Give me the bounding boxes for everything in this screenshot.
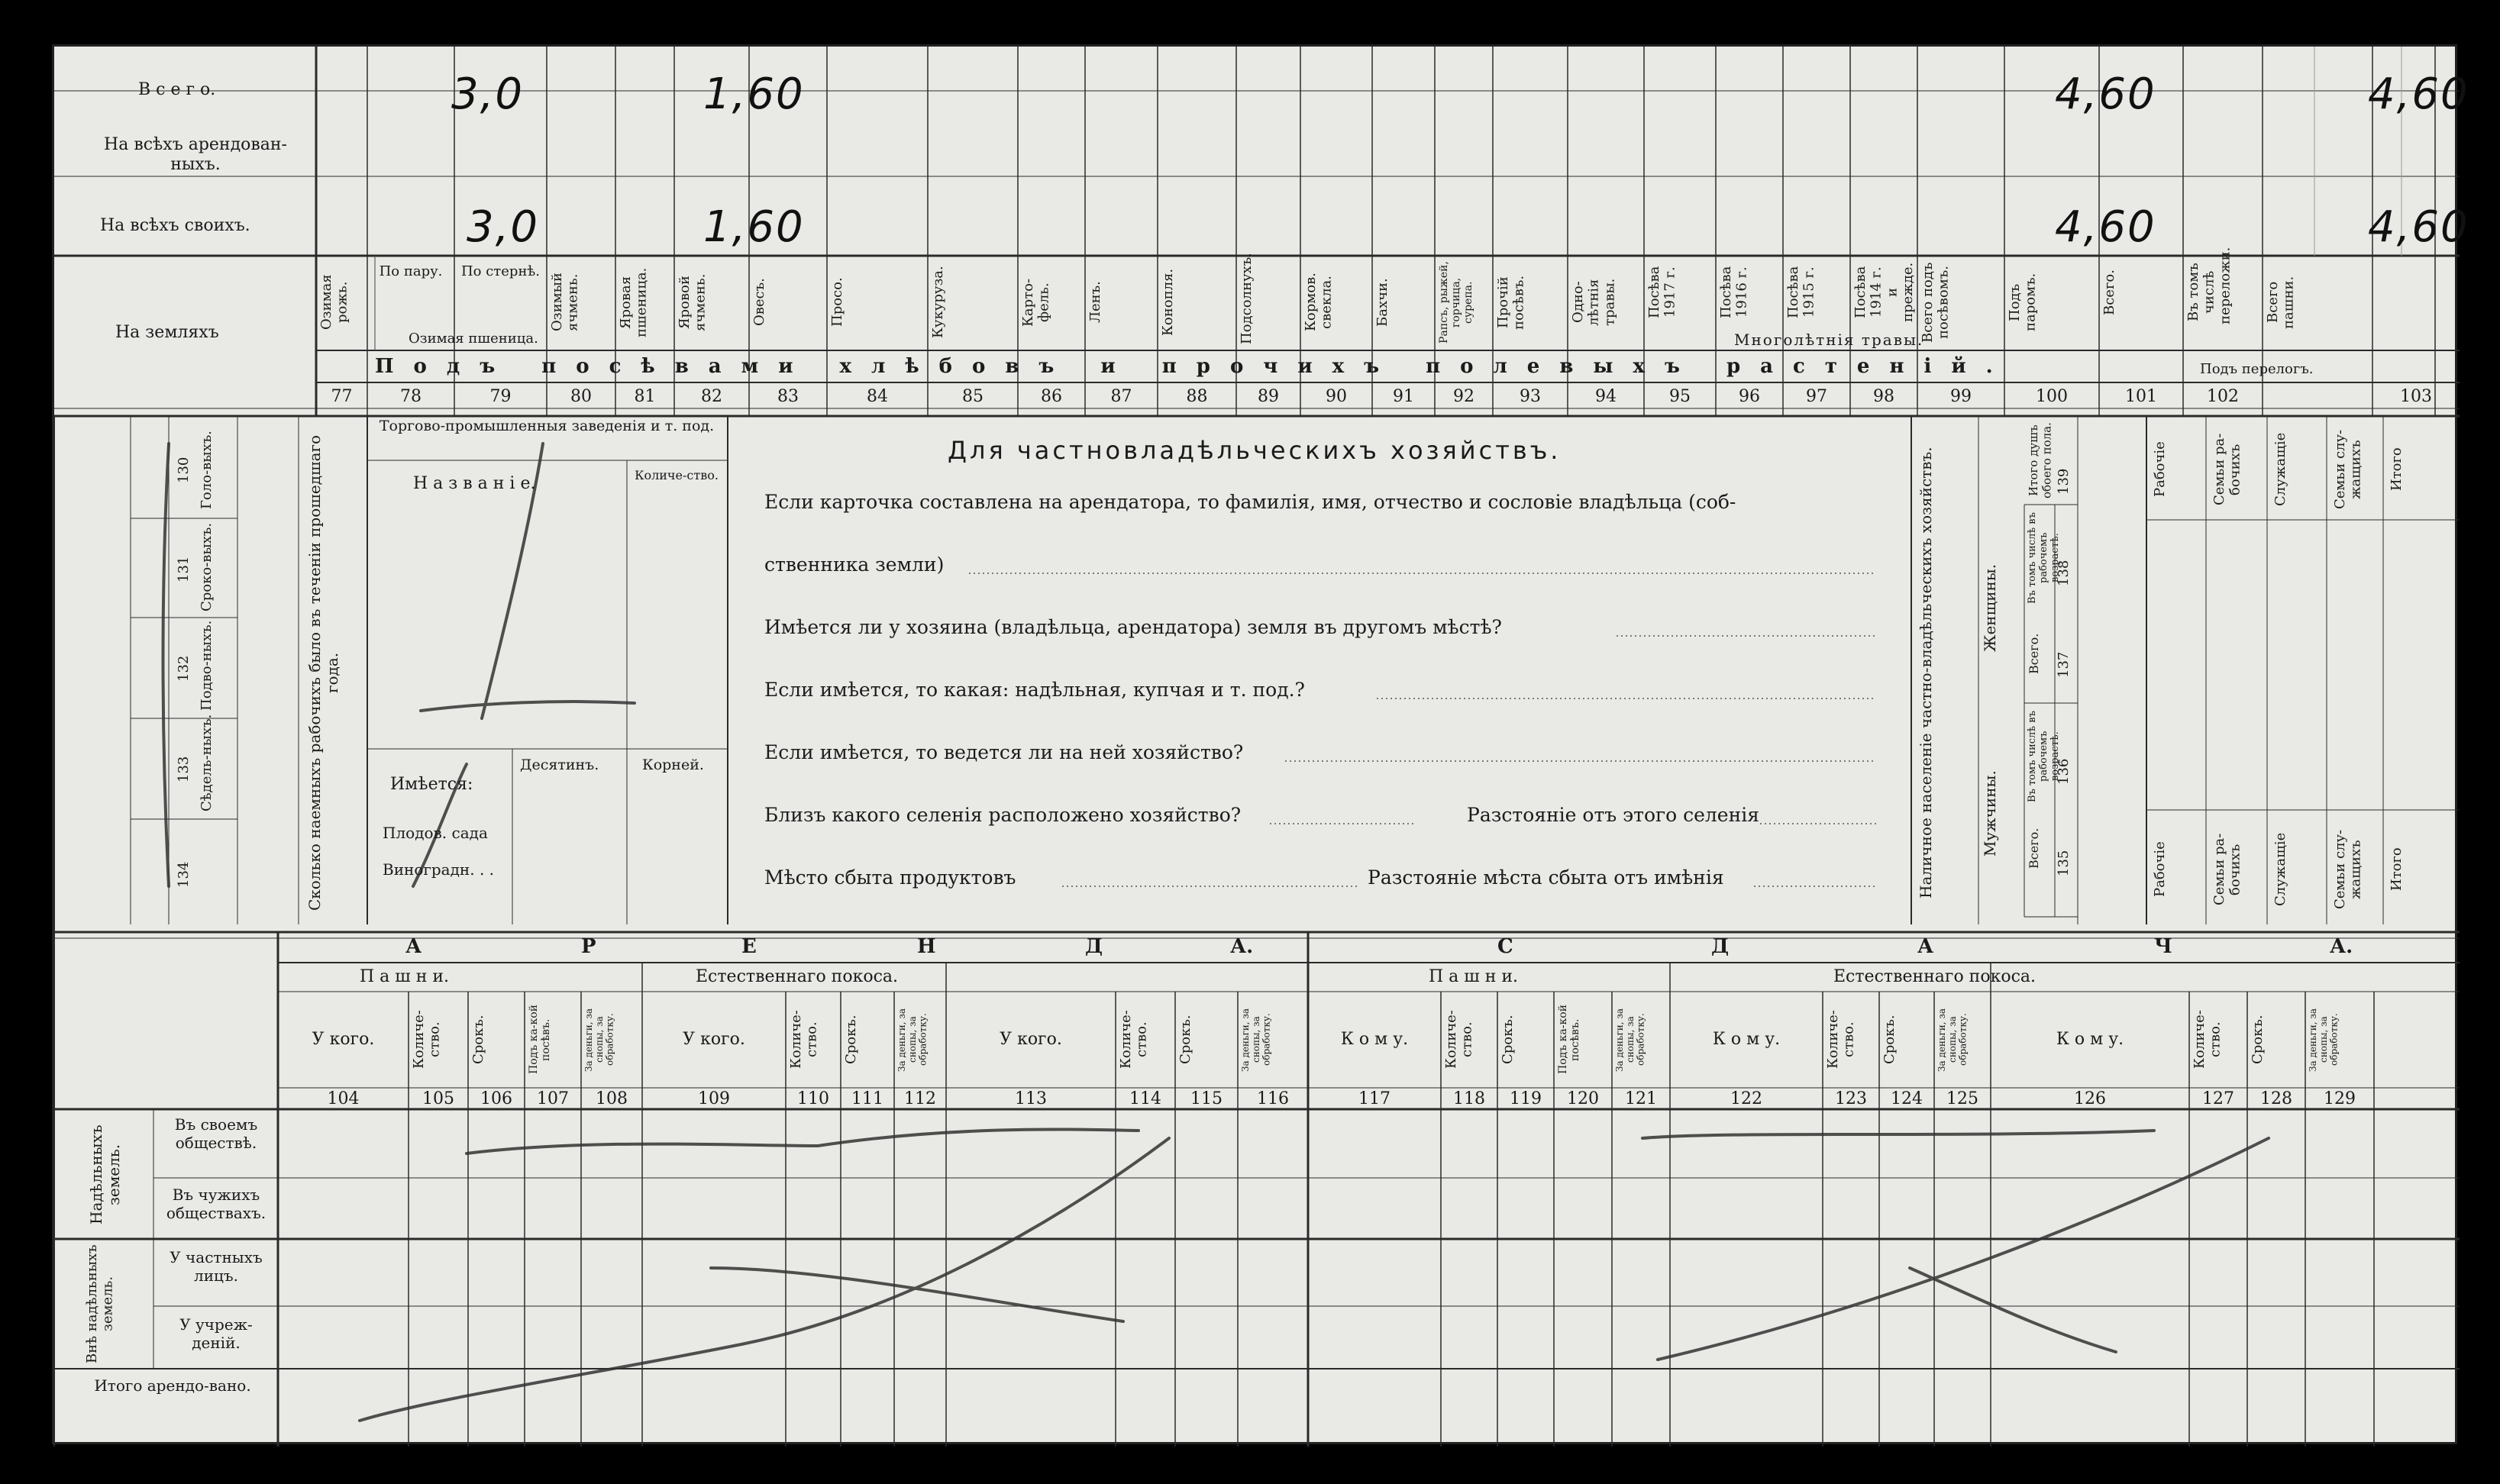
- bottom-header: За деньги, за снопы, за обработку.: [583, 1008, 615, 1072]
- crop-header: Рапсъ, рыжей, горчица, сурепа.: [1438, 261, 1475, 344]
- crop-header: Яровой ячмень.: [677, 273, 709, 331]
- arenda-letter: Е: [741, 935, 757, 958]
- muzh-vsego: Всего.: [2027, 827, 2041, 869]
- sdacha-letter: Ч: [2154, 935, 2172, 958]
- crop-header: Прочiй посѣвъ.: [1495, 275, 1527, 330]
- table-grid: [54, 47, 2460, 1447]
- sdacha-letter: С: [1497, 935, 1513, 958]
- column-number: 117: [1358, 1089, 1391, 1108]
- arenda-letter: А.: [1230, 935, 1254, 958]
- row-label-arend: На всѣхъ арендован-ныхъ.: [104, 135, 287, 175]
- column-number: 101: [2125, 387, 2157, 406]
- population-label: Наличное населенiе частно-владѣльческихъ хозяйствъ.: [1917, 447, 1935, 898]
- ozimaya-pshenitsa-label: Озимая пшеница.: [409, 331, 538, 347]
- sdacha-pokos: Естественнаго покоса.: [1833, 967, 2036, 986]
- crop-header: По стернѣ.: [460, 263, 541, 279]
- livestock-num-133: 133: [176, 756, 192, 783]
- column-number: 126: [2074, 1089, 2106, 1108]
- crop-header: Всего.: [2101, 269, 2117, 315]
- bottom-header: К о м у.: [1340, 1030, 1409, 1049]
- column-number: 110: [797, 1089, 829, 1108]
- trade-name-header: Н а з в а н i е.: [413, 474, 536, 493]
- staff-column-top: Рабочiе: [2152, 441, 2168, 498]
- korney-header: Корней.: [642, 757, 704, 773]
- zhen-rabochie: Въ томъ числѣ въ рабочемъ возрастѣ.: [2027, 512, 2061, 604]
- column-number: 85: [962, 387, 984, 406]
- crop-header: Всего подъ посѣвомъ.: [1920, 262, 1952, 343]
- crop-header: Овесъ.: [751, 278, 767, 327]
- crop-header: Всего пашни.: [2265, 276, 2297, 329]
- imeetsya-label: Имѣется:: [390, 775, 473, 794]
- question-4: Если имѣется, то ведется ли на ней хозяйство?: [764, 741, 1244, 763]
- column-number: 124: [1891, 1089, 1923, 1108]
- column-number: 86: [1041, 387, 1062, 406]
- sdacha-letter: А: [1917, 935, 1934, 958]
- column-number: 77: [331, 387, 353, 406]
- crop-header: Посѣва 1917 г.: [1646, 266, 1678, 319]
- trade-title: Торгово-промышленныя заведенiя и т. под.: [379, 418, 715, 434]
- column-number: 95: [1669, 387, 1691, 406]
- bottom-header: К о м у.: [2056, 1030, 2124, 1049]
- crop-header: Карто-фель.: [1020, 278, 1052, 327]
- bottom-header: Срокъ.: [2250, 1015, 2266, 1065]
- hand-vsego-3: 4,60: [2055, 69, 2156, 119]
- column-number: 79: [489, 387, 512, 406]
- question-2: Имѣется ли у хозяина (владѣльца, арендатора) земля въ другомъ мѣстѣ?: [764, 616, 1502, 638]
- crop-header: Одно-лѣтнiя травы.: [1570, 278, 1618, 327]
- bottom-header: Количе-ство.: [2192, 1010, 2224, 1069]
- crop-header: Кормов. свекла.: [1303, 273, 1335, 332]
- row-label-vsego: В с е г о.: [138, 80, 216, 99]
- bottom-header: Срокъ.: [470, 1015, 486, 1065]
- crop-header: Яровая пшеница.: [618, 267, 650, 337]
- pop-num-137: 137: [2056, 651, 2072, 679]
- bottom-header: За деньги, за снопы, за обработку.: [1240, 1008, 1272, 1072]
- column-number: 98: [1873, 387, 1894, 406]
- staff-column-top: Семьи слу-жащихъ: [2332, 429, 2364, 510]
- row-chastnyh-lits: У частныхъ лицъ.: [170, 1248, 263, 1285]
- bottom-header: Подъ ка-кой посѣвъ.: [1557, 1005, 1582, 1075]
- row-svoem-obshchestve: Въ своемъ обществѣ.: [174, 1115, 258, 1152]
- bottom-header: Срокъ.: [1177, 1015, 1193, 1065]
- hand-vsego-1: 3,0: [451, 69, 525, 119]
- mnogoletnie-label: Многолѣтнiя травы.: [1734, 331, 1924, 349]
- bottom-header: За деньги, за снопы, за обработку.: [1614, 1008, 1646, 1072]
- column-number: 92: [1453, 387, 1474, 406]
- staff-column-top: Семьи ра-бочихъ: [2211, 433, 2243, 506]
- bottom-header: Подъ ка-кой посѣвъ.: [528, 1005, 553, 1075]
- sdacha-pashni: П а ш н и.: [1429, 967, 1519, 986]
- staff-column-bottom: Служащiе: [2272, 832, 2288, 907]
- crop-header: Посѣва 1915 г.: [1785, 266, 1817, 319]
- bottom-header: Срокъ.: [843, 1015, 859, 1065]
- pod-perelog-label: Подъ перелогъ.: [2200, 361, 2314, 377]
- arenda-letter: Д: [1085, 935, 1103, 958]
- crop-header: Озимый ячмень.: [549, 273, 581, 332]
- question-6b: Разстоянiе мѣста сбыта отъ имѣнiя: [1368, 866, 1724, 889]
- sdacha-letter: Д: [1711, 935, 1730, 958]
- livestock-2: Сроко-выхъ.: [199, 522, 215, 611]
- question-3: Если имѣется, то какая: надѣльная, купчая и т. под.?: [764, 679, 1305, 701]
- arenda-pokos: Естественнаго покоса.: [696, 967, 899, 986]
- group-nadelnye: Надѣльныхъ земель.: [87, 1124, 123, 1225]
- column-number: 122: [1730, 1089, 1762, 1108]
- column-number: 119: [1510, 1089, 1542, 1108]
- column-number: 88: [1186, 387, 1208, 406]
- staff-column-bottom: Семьи ра-бочихъ: [2211, 833, 2243, 906]
- bottom-header: За деньги, за снопы, за обработку.: [2308, 1008, 2340, 1072]
- bottom-header: К о м у.: [1712, 1030, 1781, 1049]
- hand-vsego-2: 1,60: [703, 69, 805, 119]
- column-number: 118: [1453, 1089, 1485, 1108]
- column-number: 108: [596, 1089, 628, 1108]
- column-number: 99: [1950, 387, 1972, 406]
- row-itogo-arendovano: Итого арендо-вано.: [94, 1376, 251, 1395]
- private-farms-title: Для частновладѣльческихъ хозяйствъ.: [948, 436, 1562, 465]
- arenda-letter: Н: [917, 935, 936, 958]
- bottom-header: Количе-ство.: [788, 1010, 820, 1069]
- column-number: 123: [1835, 1089, 1867, 1108]
- question-5a: Близъ какого селенiя расположено хозяйство?: [764, 804, 1242, 826]
- column-number: 83: [777, 387, 799, 406]
- column-number: 94: [1595, 387, 1617, 406]
- column-number: 121: [1625, 1089, 1657, 1108]
- column-number: 129: [2324, 1089, 2356, 1108]
- crop-header: Озимая рожь.: [318, 274, 350, 331]
- crop-header: Посѣва 1914 г. и прежде.: [1852, 262, 1917, 323]
- zhenshchiny-label: Женщины.: [1981, 563, 1999, 652]
- livestock-4: Сѣдель-ныхъ.: [199, 714, 215, 811]
- bottom-header: У кого.: [1000, 1030, 1062, 1049]
- bottom-header: За деньги, за снопы, за обработку.: [896, 1008, 929, 1072]
- bottom-header: Количе-ство.: [411, 1010, 443, 1069]
- bottom-header: У кого.: [312, 1030, 375, 1049]
- row-label-svoih: На всѣхъ своихъ.: [100, 216, 250, 235]
- crop-header: Кукуруза.: [930, 266, 946, 339]
- hand-svoih-2: 1,60: [703, 202, 805, 252]
- column-number: 111: [851, 1089, 883, 1108]
- column-number: 93: [1520, 387, 1541, 406]
- column-number: 127: [2202, 1089, 2234, 1108]
- column-number: 97: [1806, 387, 1827, 406]
- question-5b: Разстоянiе отъ этого селенiя: [1467, 804, 1760, 826]
- question-1b: ственника земли): [764, 553, 945, 576]
- row-label-na-zemlyah: На земляхъ: [115, 323, 219, 342]
- column-number: 116: [1257, 1089, 1289, 1108]
- column-number: 102: [2207, 387, 2239, 406]
- crop-header: Конопля.: [1160, 268, 1176, 337]
- pop-num-139: 139: [2056, 468, 2072, 495]
- bottom-header: Срокъ.: [1500, 1015, 1516, 1065]
- row-uchrezhdeniy: У учреж-денiй.: [179, 1315, 253, 1352]
- pop-num-138: 138: [2056, 560, 2072, 587]
- column-number: 115: [1190, 1089, 1223, 1108]
- bottom-header: Количе-ство.: [1443, 1010, 1475, 1069]
- bottom-header: Количе-ство.: [1118, 1010, 1150, 1069]
- livestock-num-130: 130: [176, 456, 192, 484]
- arenda-letter: Р: [581, 935, 596, 958]
- column-number: 100: [2036, 387, 2068, 406]
- pop-num-135: 135: [2056, 850, 2072, 877]
- census-card: [52, 44, 2469, 1444]
- itogo-dush: Итого душъ обоего пола.: [2027, 422, 2054, 498]
- column-number: 82: [701, 387, 722, 406]
- bottom-header: Количе-ство.: [1825, 1010, 1857, 1069]
- livestock-num-134: 134: [176, 861, 192, 889]
- livestock-1: Голо-выхъ.: [199, 431, 215, 510]
- row-chuzhih-obshchestvah: Въ чужихъ обществахъ.: [166, 1186, 266, 1222]
- column-number: 114: [1129, 1089, 1161, 1108]
- bottom-header: Срокъ.: [1881, 1015, 1898, 1065]
- livestock-brace: [131, 428, 161, 902]
- column-number: 81: [634, 387, 656, 406]
- livestock-3: Подво-ныхъ.: [199, 620, 215, 711]
- question-6a: Мѣсто сбыта продуктовъ: [764, 866, 1016, 889]
- plod-sada-label: Плодов. сада: [383, 824, 488, 842]
- crop-header: Посѣва 1916 г.: [1718, 266, 1750, 319]
- column-number: 125: [1946, 1089, 1978, 1108]
- livestock-num-132: 132: [176, 655, 192, 682]
- staff-column-top: Служащiе: [2272, 432, 2288, 507]
- column-number: 78: [400, 387, 422, 406]
- arenda-letter: А: [405, 935, 422, 958]
- desyatin-header: Десятинъ.: [520, 757, 599, 773]
- staff-column-top: Итого: [2389, 447, 2405, 492]
- hand-svoih-3: 4,60: [2055, 202, 2156, 252]
- crop-header: Подсолнухъ.: [1239, 253, 1255, 344]
- hand-vsego-4: 4,60: [2368, 69, 2469, 119]
- hand-svoih-4: 4,60: [2368, 202, 2469, 252]
- column-number: 105: [422, 1089, 454, 1108]
- column-number: 84: [867, 387, 888, 406]
- crop-header: По пару.: [379, 263, 443, 279]
- livestock-num-131: 131: [176, 556, 192, 583]
- bottom-header: За деньги, за снопы, за обработку.: [1936, 1008, 1969, 1072]
- column-number: 91: [1393, 387, 1414, 406]
- zhen-vsego: Всего.: [2027, 633, 2041, 674]
- staff-column-bottom: Рабочiе: [2152, 841, 2168, 898]
- column-number: 109: [698, 1089, 730, 1108]
- bottom-header: У кого.: [683, 1030, 745, 1049]
- crop-header: Подъ паромъ.: [2007, 273, 2039, 332]
- crop-header: Бахчи.: [1374, 278, 1391, 327]
- column-number: 113: [1015, 1089, 1047, 1108]
- column-number: 104: [327, 1089, 360, 1108]
- crop-header: Въ томъ числѣ переложи.: [2185, 247, 2234, 324]
- column-number: 120: [1567, 1089, 1599, 1108]
- column-number: 87: [1110, 387, 1132, 406]
- column-number: 103: [2400, 387, 2432, 406]
- column-number: 106: [480, 1089, 512, 1108]
- group-vne-nadelnyh: Внѣ надѣльныхъ земель.: [84, 1244, 116, 1363]
- crop-header: Просо.: [829, 277, 845, 327]
- column-number: 90: [1326, 387, 1347, 406]
- hired-workers-label: Сколько наемныхъ рабочихъ было въ теченiи прошедшаго года.: [305, 434, 341, 911]
- staff-column-bottom: Семьи слу-жащихъ: [2332, 829, 2364, 910]
- crop-header: Ленъ.: [1087, 281, 1103, 324]
- pop-num-136: 136: [2056, 758, 2072, 786]
- muzhchiny-label: Мужчины.: [1981, 770, 1999, 857]
- trade-qty-header: Количе-ство.: [635, 468, 719, 482]
- column-number: 107: [537, 1089, 569, 1108]
- hand-svoih-1: 3,0: [467, 202, 540, 252]
- arenda-pashni: П а ш н и.: [360, 967, 450, 986]
- staff-column-bottom: Итого: [2389, 847, 2405, 892]
- question-1: Если карточка составлена на арендатора, то фамилiя, имя, отчество и сословiе владѣльца (соб-: [764, 491, 1736, 513]
- column-number: 112: [904, 1089, 936, 1108]
- column-number: 80: [570, 387, 592, 406]
- column-number: 89: [1258, 387, 1279, 406]
- muzh-rabochie: Въ томъ числѣ въ рабочемъ возрастѣ.: [2027, 711, 2061, 802]
- column-number: 128: [2260, 1089, 2292, 1108]
- vinograd-label: Виноградн. . .: [383, 860, 495, 879]
- banner-text: Подъ посѣвами хлѣбовъ и прочихъ полевыхъ растенiй.: [375, 355, 2013, 378]
- column-number: 96: [1739, 387, 1760, 406]
- sdacha-letter: А.: [2330, 935, 2353, 958]
